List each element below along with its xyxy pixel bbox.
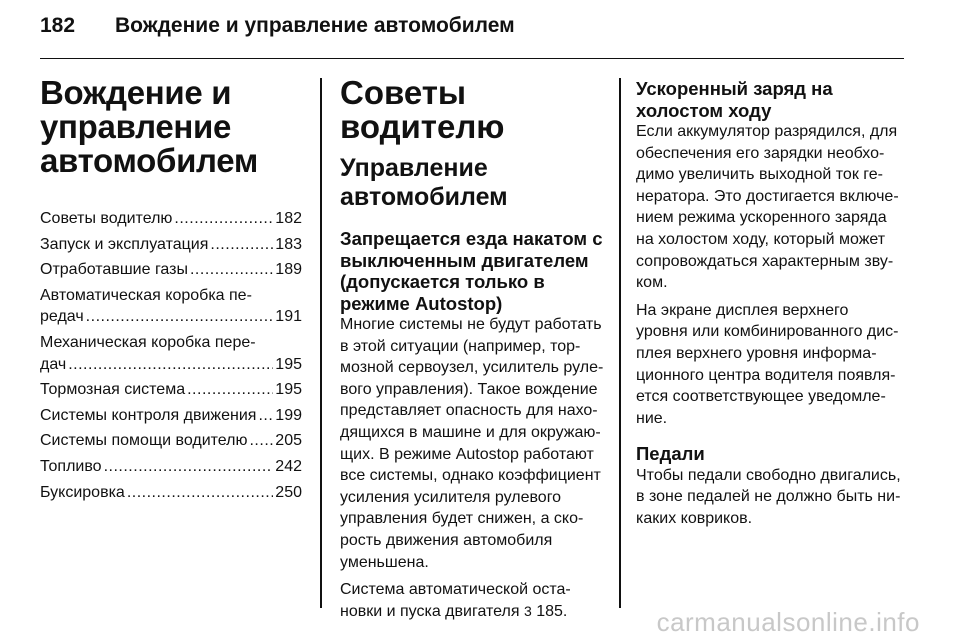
- subsection-title: [340, 154, 605, 212]
- text-line: плея верхнего уровня информа-: [636, 344, 877, 362]
- toc-item-automatic-transmission[interactable]: [40, 285, 302, 328]
- text-line: дящихся в машине и для окружаю-: [340, 423, 601, 441]
- text-line: вого управления). Такое вождение: [340, 380, 598, 398]
- column-divider-right: [619, 78, 621, 608]
- toc-leader: [127, 482, 273, 504]
- heading-line: Запрещается езда накатом с: [340, 228, 603, 249]
- toc-leader: [86, 306, 274, 328]
- toc-item-page: 182: [275, 210, 302, 227]
- text-line: ние.: [636, 409, 668, 427]
- page-number: 182: [40, 14, 76, 37]
- toc-item-page: 205: [275, 432, 302, 450]
- text-line: [340, 601, 605, 623]
- text-line: управления будет снижен, а ско-: [340, 510, 584, 528]
- toc-item-label: Советы водителю: [40, 210, 173, 227]
- toc-leader: [249, 430, 273, 452]
- text-line: рость движения автомобиля: [340, 531, 553, 549]
- chapter-title: [40, 76, 302, 178]
- text-line: уменьшена.: [340, 553, 429, 571]
- text-line: На экране дисплея верхнего: [636, 301, 849, 319]
- text-line: димо увеличить выходной ток ге-: [636, 166, 883, 184]
- toc-item-label: Буксировка: [40, 483, 125, 501]
- toc-item-label: дач: [40, 355, 67, 373]
- text-line: каких ковриков.: [636, 510, 753, 527]
- section-title: Советы водителю: [340, 74, 505, 145]
- toc-item-label: Запуск и эксплуатация: [40, 235, 209, 253]
- column-divider-left: [320, 78, 322, 608]
- toc-item-page: 242: [275, 457, 302, 475]
- text-line: Если аккумулятор разрядился, для: [636, 123, 898, 140]
- toc-item-page: 250: [275, 483, 302, 501]
- text-line: усиления усилителя рулевого: [340, 488, 562, 506]
- toc-leader: [174, 208, 273, 230]
- toc-item-label: Автоматическая коробка пе-: [40, 286, 252, 304]
- heading-line: режиме Autostop): [340, 292, 503, 314]
- toc-item-label: Тормозная система: [40, 381, 186, 399]
- toc-item-fuel[interactable]: [40, 456, 302, 478]
- left-column: [40, 70, 302, 507]
- toc-item-driving-tips[interactable]: [40, 208, 302, 230]
- stop-start-paragraph: [340, 579, 605, 622]
- toc-item-page: 195: [275, 355, 302, 373]
- toc-item-label: Механическая коробка пере-: [40, 333, 256, 351]
- chapter-title-line: Вождение и: [40, 74, 232, 111]
- subsection-title-line: Управление: [340, 154, 488, 182]
- toc-item-manual-transmission[interactable]: [40, 332, 302, 375]
- text-line: на холостом ходу, который может: [636, 230, 886, 248]
- toc-item-page: 189: [275, 261, 302, 279]
- page-reference[interactable]: 185.: [536, 602, 568, 620]
- text-line: Чтобы педали свободно двигались,: [636, 466, 901, 484]
- toc-item-label: Топливо: [40, 457, 102, 475]
- toc-leader: [190, 259, 273, 281]
- fast-idle-paragraph: [636, 121, 904, 294]
- text-line: ется соответствующее уведомле-: [636, 388, 886, 406]
- toc-leader: [104, 456, 274, 478]
- text-line: в этой ситуации (например, тор-: [340, 337, 581, 355]
- coasting-heading: [340, 228, 605, 314]
- display-message-paragraph: [636, 300, 904, 430]
- pedals-paragraph: [636, 465, 904, 530]
- text-line: нератора. Это достигается включе-: [636, 187, 899, 205]
- text-line: сопровождаться характерным зву-: [636, 252, 894, 270]
- toc-leader: [68, 354, 273, 376]
- toc-leader: [258, 405, 273, 427]
- toc-item-label: редач: [40, 308, 84, 326]
- heading-line: Ускоренный заряд на: [636, 78, 833, 99]
- heading-line: выключенным двигателем: [340, 249, 589, 271]
- fast-idle-heading: [636, 78, 904, 121]
- toc-item-ride-control[interactable]: [40, 405, 302, 427]
- middle-column: [340, 70, 605, 628]
- pedals-heading: Педали: [636, 443, 705, 465]
- toc-leader: [187, 379, 273, 401]
- chapter-title-line: управление: [40, 108, 232, 145]
- toc-item-label: Системы контроля движения: [40, 406, 257, 424]
- text-line: мозной сервоузел, усилитель руле-: [340, 359, 604, 377]
- text-line: все системы, однако коэффициент: [340, 467, 601, 485]
- text-line: Система автоматической оста-: [340, 581, 571, 599]
- text-line: ционного центра водителя появля-: [636, 366, 896, 384]
- text-fragment: новки и пуска двигателя: [340, 602, 520, 620]
- text-line: нием режима ускоренного заряда: [636, 209, 887, 227]
- toc-item-label: Системы помощи водителю: [40, 432, 248, 450]
- chapter-title-line: автомобилем: [40, 142, 259, 179]
- toc-item-brakes[interactable]: [40, 379, 302, 401]
- coasting-paragraph: [340, 314, 605, 573]
- toc-item-exhaust[interactable]: [40, 259, 302, 281]
- right-column: [636, 70, 904, 536]
- text-line: обеспечения его зарядки необхо-: [636, 144, 885, 162]
- heading-line: (допускается только в: [340, 271, 545, 292]
- watermark: carmanualsonline.info: [656, 607, 920, 637]
- toc-item-page: 191: [275, 308, 302, 326]
- table-of-contents: [40, 208, 302, 503]
- toc-item-page: 199: [275, 406, 302, 424]
- toc-item-page: 183: [275, 235, 302, 253]
- running-title: Вождение и управление автомобилем: [115, 14, 515, 37]
- toc-item-page: 195: [275, 381, 302, 399]
- text-line: ком.: [636, 274, 668, 292]
- toc-item-driver-assistance[interactable]: [40, 430, 302, 452]
- toc-item-starting[interactable]: [40, 234, 302, 256]
- toc-leader: [210, 234, 273, 256]
- toc-item-towing[interactable]: [40, 482, 302, 504]
- text-line: представляет опасность для нахо-: [340, 402, 598, 420]
- text-line: в зоне педалей не должно быть ни-: [636, 488, 901, 506]
- text-line: Многие системы не будут работать: [340, 316, 602, 333]
- text-line: щих. В режиме Autostop работают: [340, 445, 594, 463]
- page-reference-icon: 3: [523, 602, 532, 619]
- text-line: уровня или комбинированного дис-: [636, 323, 899, 341]
- heading-line: холостом ходу: [636, 99, 772, 121]
- toc-item-label: Отработавшие газы: [40, 261, 188, 279]
- page-header: [40, 14, 904, 59]
- subsection-title-line: автомобилем: [340, 183, 508, 211]
